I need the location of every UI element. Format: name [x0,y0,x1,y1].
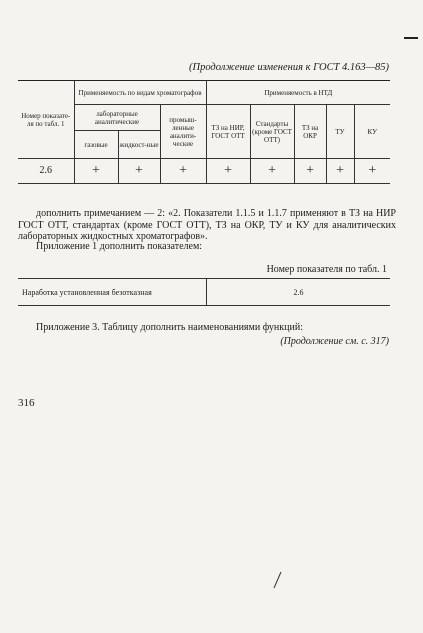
lab-analytic-header: лабораторные аналитические [74,105,160,131]
tz-okr-header: ТЗ на ОКР [294,105,326,159]
tz-nir-header: ТЗ на НИР, ГОСТ ОТТ [206,105,250,159]
pen-stroke-mark [270,570,284,590]
page-number: 316 [18,397,35,409]
indicator-value: 2.6 [207,279,391,306]
ku-header: КУ [354,105,390,159]
indicator-label: Наработка установленная безотказная [18,279,207,306]
row-index-cell: 2.6 [18,159,74,184]
col-index-header: Номер показате-ля по табл. 1 [18,81,74,159]
standards-header: Стандарты (кроме ГОСТ ОТТ) [250,105,294,159]
indicator-table [18,278,390,306]
group-ntd-header: Применяемость в НТД [206,81,390,105]
tu-header: ТУ [326,105,354,159]
applicability-table [18,80,390,184]
tz-nir-cell: + [206,159,250,184]
group-chrom-header: Применяемость по видам хроматографов [74,81,206,105]
industrial-header: промыш-ленные аналити-ческие [160,105,206,159]
table2-header: Номер показателя по табл. 1 [266,264,387,275]
paragraph-appendix1: Приложение 1 дополнить показателем: [36,241,203,252]
corner-mark [404,37,418,39]
gas-cell: + [74,159,118,184]
tz-okr-cell: + [294,159,326,184]
standards-cell: + [250,159,294,184]
continuation-note: (Продолжение см. с. 317) [280,336,389,347]
gas-header: газовые [74,131,118,159]
continuation-header: (Продолжение изменения к ГОСТ 4.163—85) [188,62,389,73]
liquid-cell: + [118,159,160,184]
paragraph-note: дополнить примечанием — 2: «2. Показатели 1.1.5 и 1.1.7 применяют в ТЗ на НИР ГОСТ ОТТ, стандартах (кроме ГОСТ ОТТ), ТЗ на ОКР, ТУ и КУ для аналитических лабораторных жидкостных хроматографов». [18,208,396,242]
ku-cell: + [354,159,390,184]
paragraph-appendix3: Приложение 3. Таблицу дополнить наименованиями функций: [36,322,303,333]
industrial-cell: + [160,159,206,184]
tu-cell: + [326,159,354,184]
liquid-header: жидкост-ные [118,131,160,159]
